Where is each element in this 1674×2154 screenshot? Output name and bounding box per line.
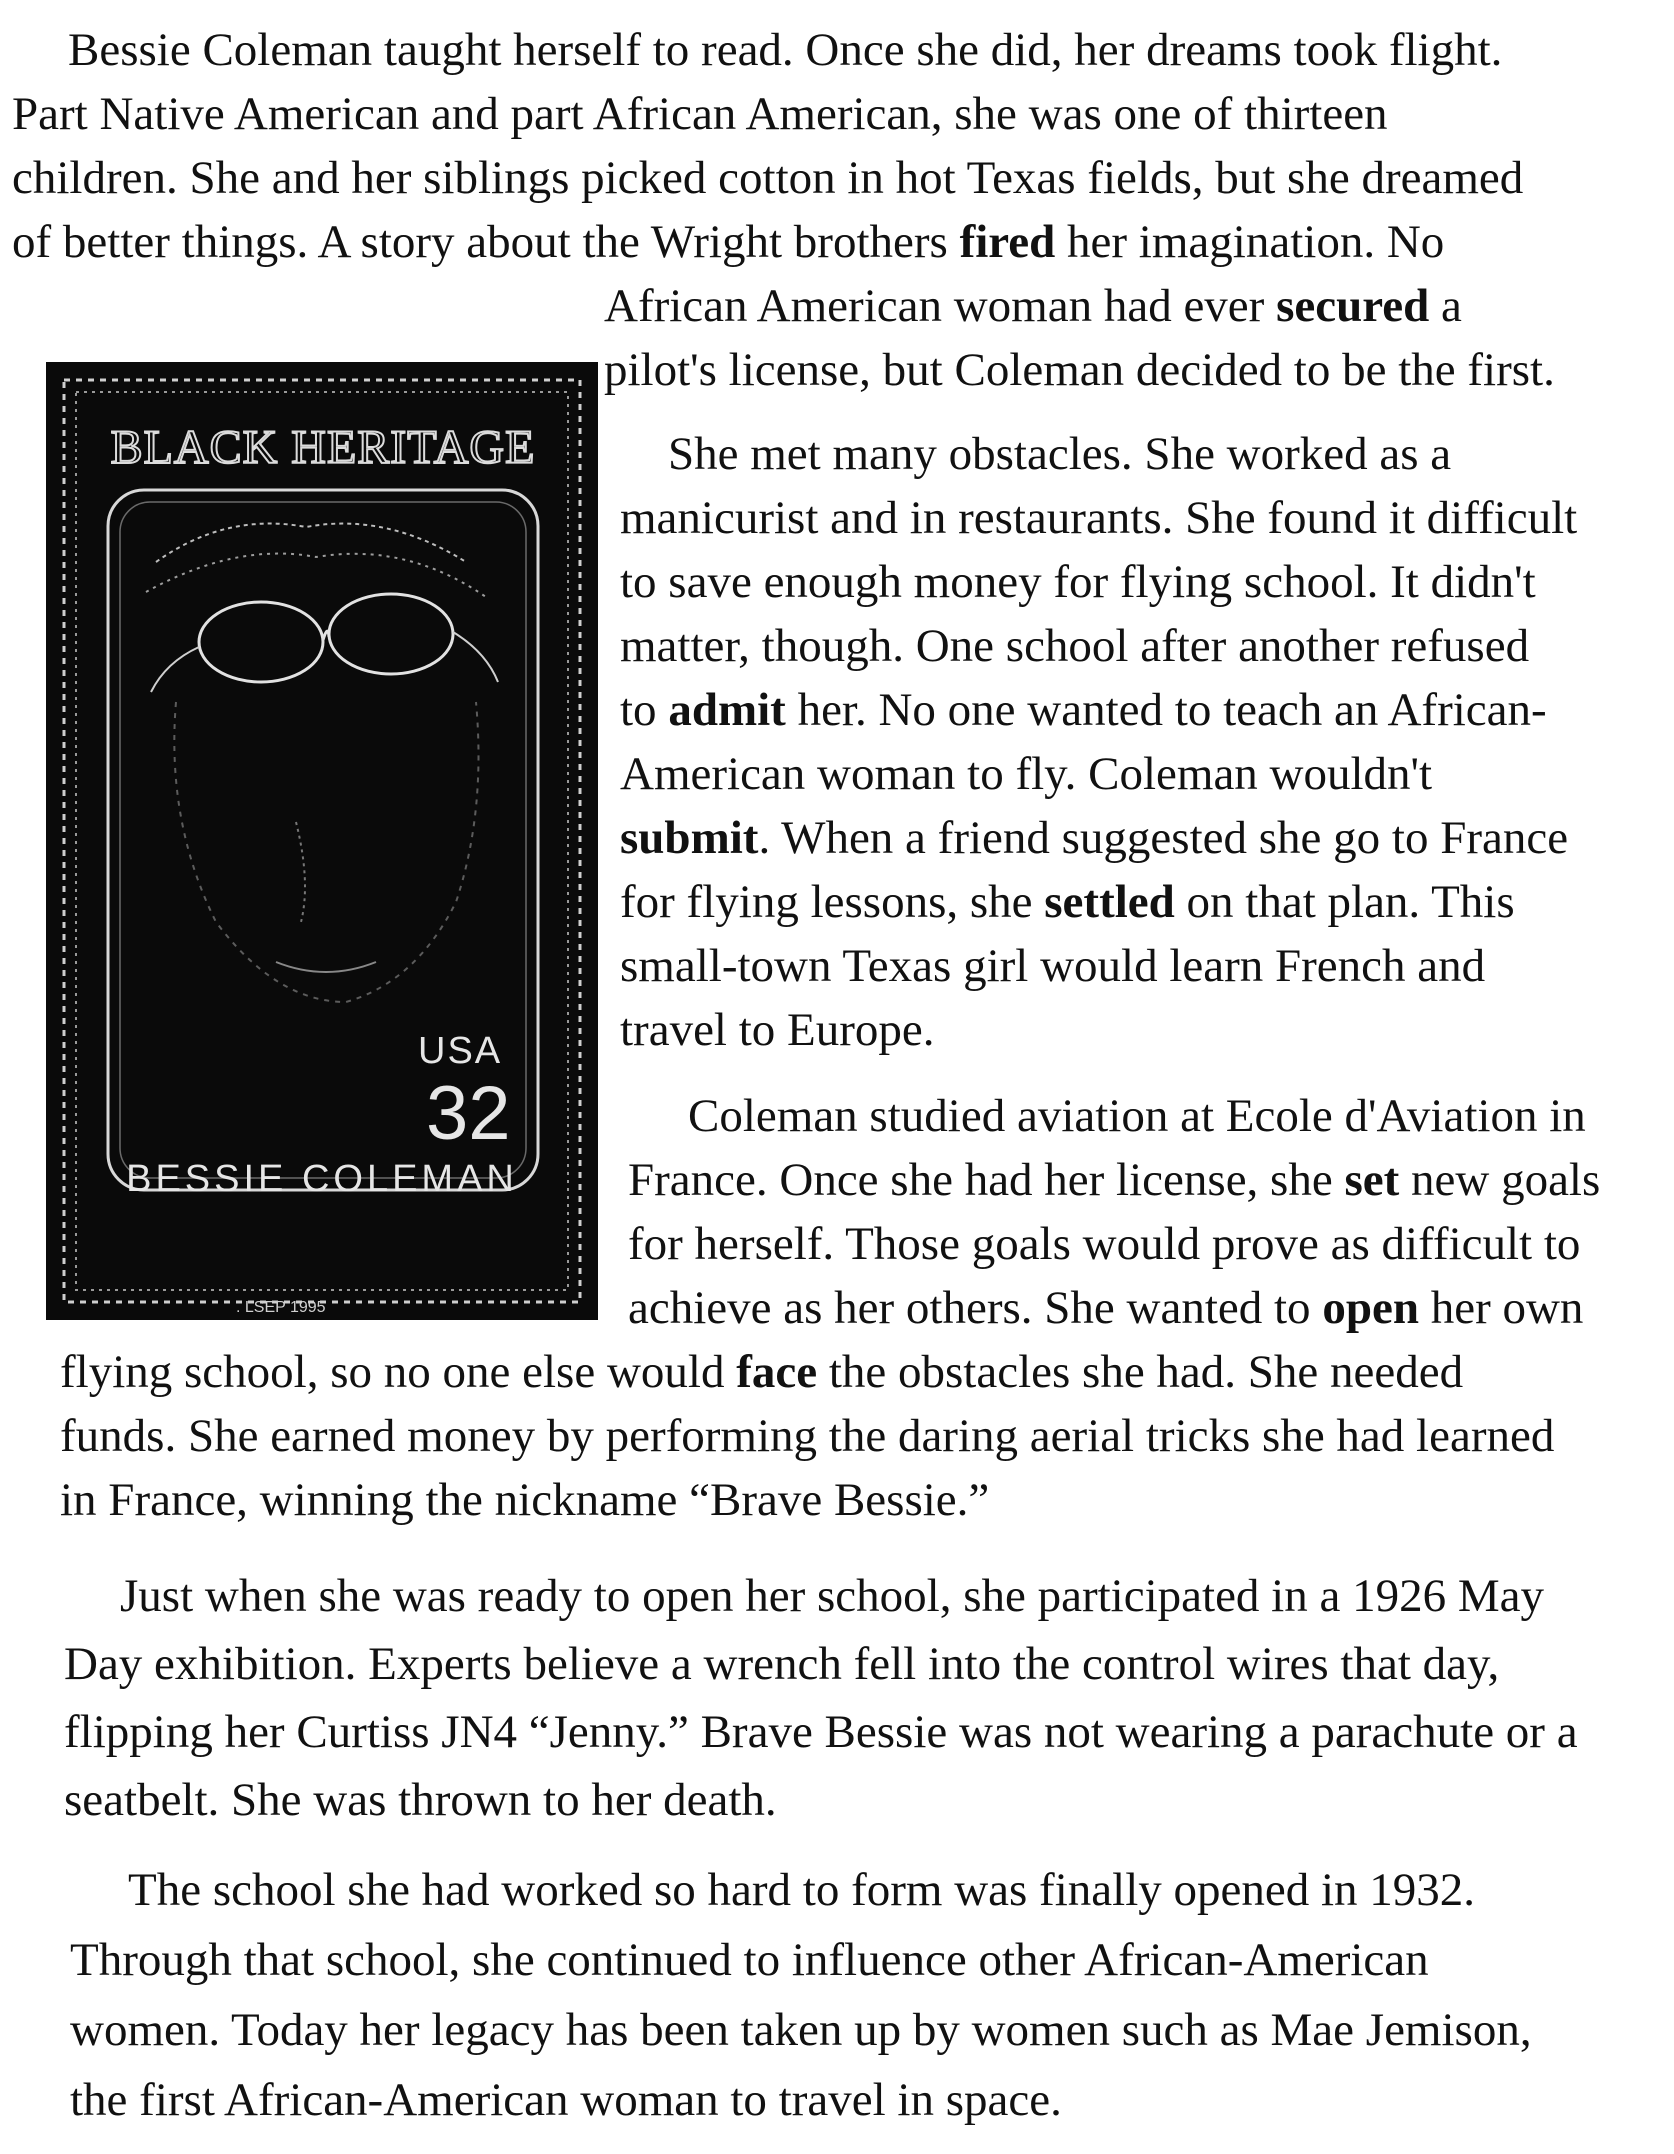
p4-line-4: seatbelt. She was thrown to her death. (64, 1774, 777, 1826)
p2-line-2: manicurist and in restaurants. She found it difficult (620, 492, 1578, 544)
p5-line-3: women. Today her legacy has been taken up by women such as Mae Jemison, (70, 2004, 1532, 2056)
stamp-title: BLACK HERITAGE (110, 421, 536, 474)
p1-line-6: pilot's license, but Coleman decided to be the first. (604, 344, 1555, 396)
p2-line-10: travel to Europe. (620, 1004, 935, 1056)
p4-line-2: Day exhibition. Experts believe a wrench fell into the control wires that day, (64, 1638, 1500, 1690)
vocab-settled: settled (1044, 876, 1175, 928)
p1-line-1: Bessie Coleman taught herself to read. Once she did, her dreams took flight. (68, 24, 1503, 76)
p1-line-5: African American woman had ever secured a (604, 280, 1462, 332)
p5-line-1: The school she had worked so hard to form was finally opened in 1932. (128, 1864, 1476, 1916)
p5-line-4: the first African-American woman to travel in space. (70, 2074, 1062, 2126)
p3-line-2: France. Once she had her license, she set new goals (628, 1154, 1601, 1206)
vocab-open: open (1322, 1282, 1419, 1334)
p2-line-1: She met many obstacles. She worked as a (668, 428, 1452, 480)
p1-line-2: Part Native American and part African American, she was one of thirteen (12, 88, 1388, 140)
vocab-face: face (736, 1346, 818, 1398)
stamp-country: USA (418, 1030, 503, 1072)
p2-line-8: for flying lessons, she settled on that plan. This (620, 876, 1515, 928)
p1-line-3: children. She and her siblings picked cotton in hot Texas fields, but she dreamed (12, 152, 1524, 204)
vocab-admit: admit (668, 684, 786, 736)
p2-line-7: submit. When a friend suggested she go to France (620, 812, 1569, 864)
p3-line-5: flying school, so no one else would face the obstacles she had. She needed (60, 1346, 1464, 1398)
svg-text:. LSEP 1995: . LSEP 1995 (236, 1299, 326, 1316)
p4-line-3: flipping her Curtiss JN4 “Jenny.” Brave Bessie was not wearing a parachute or a (64, 1706, 1578, 1758)
stamp-value: 32 (426, 1071, 511, 1156)
p2-line-9: small-town Texas girl would learn French and (620, 940, 1486, 992)
vocab-set: set (1344, 1154, 1400, 1206)
p1-line-4: of better things. A story about the Wright brothers fired her imagination. No (12, 216, 1445, 268)
bessie-coleman-stamp (46, 362, 598, 1320)
p5-line-2: Through that school, she continued to influence other African-American (70, 1934, 1429, 1986)
p2-line-4: matter, though. One school after another refused (620, 620, 1530, 672)
p3-line-3: for herself. Those goals would prove as difficult to (628, 1218, 1581, 1270)
vocab-secured: secured (1276, 280, 1430, 332)
stamp-name: BESSIE COLEMAN (126, 1158, 518, 1200)
p2-line-5: to admit her. No one wanted to teach an African- (620, 684, 1547, 736)
p4-line-1: Just when she was ready to open her school, she participated in a 1926 May (120, 1570, 1544, 1622)
vocab-fired: fired (959, 216, 1056, 268)
vocab-submit: submit (620, 812, 759, 864)
p3-line-4: achieve as her others. She wanted to open her own (628, 1282, 1584, 1334)
p2-line-3: to save enough money for flying school. It didn't (620, 556, 1536, 608)
p2-line-6: American woman to fly. Coleman wouldn't (620, 748, 1433, 800)
p3-line-1: Coleman studied aviation at Ecole d'Aviation in (688, 1090, 1586, 1142)
p3-line-7: in France, winning the nickname “Brave Bessie.” (60, 1474, 990, 1526)
p3-line-6: funds. She earned money by performing the daring aerial tricks she had learned (60, 1410, 1555, 1462)
